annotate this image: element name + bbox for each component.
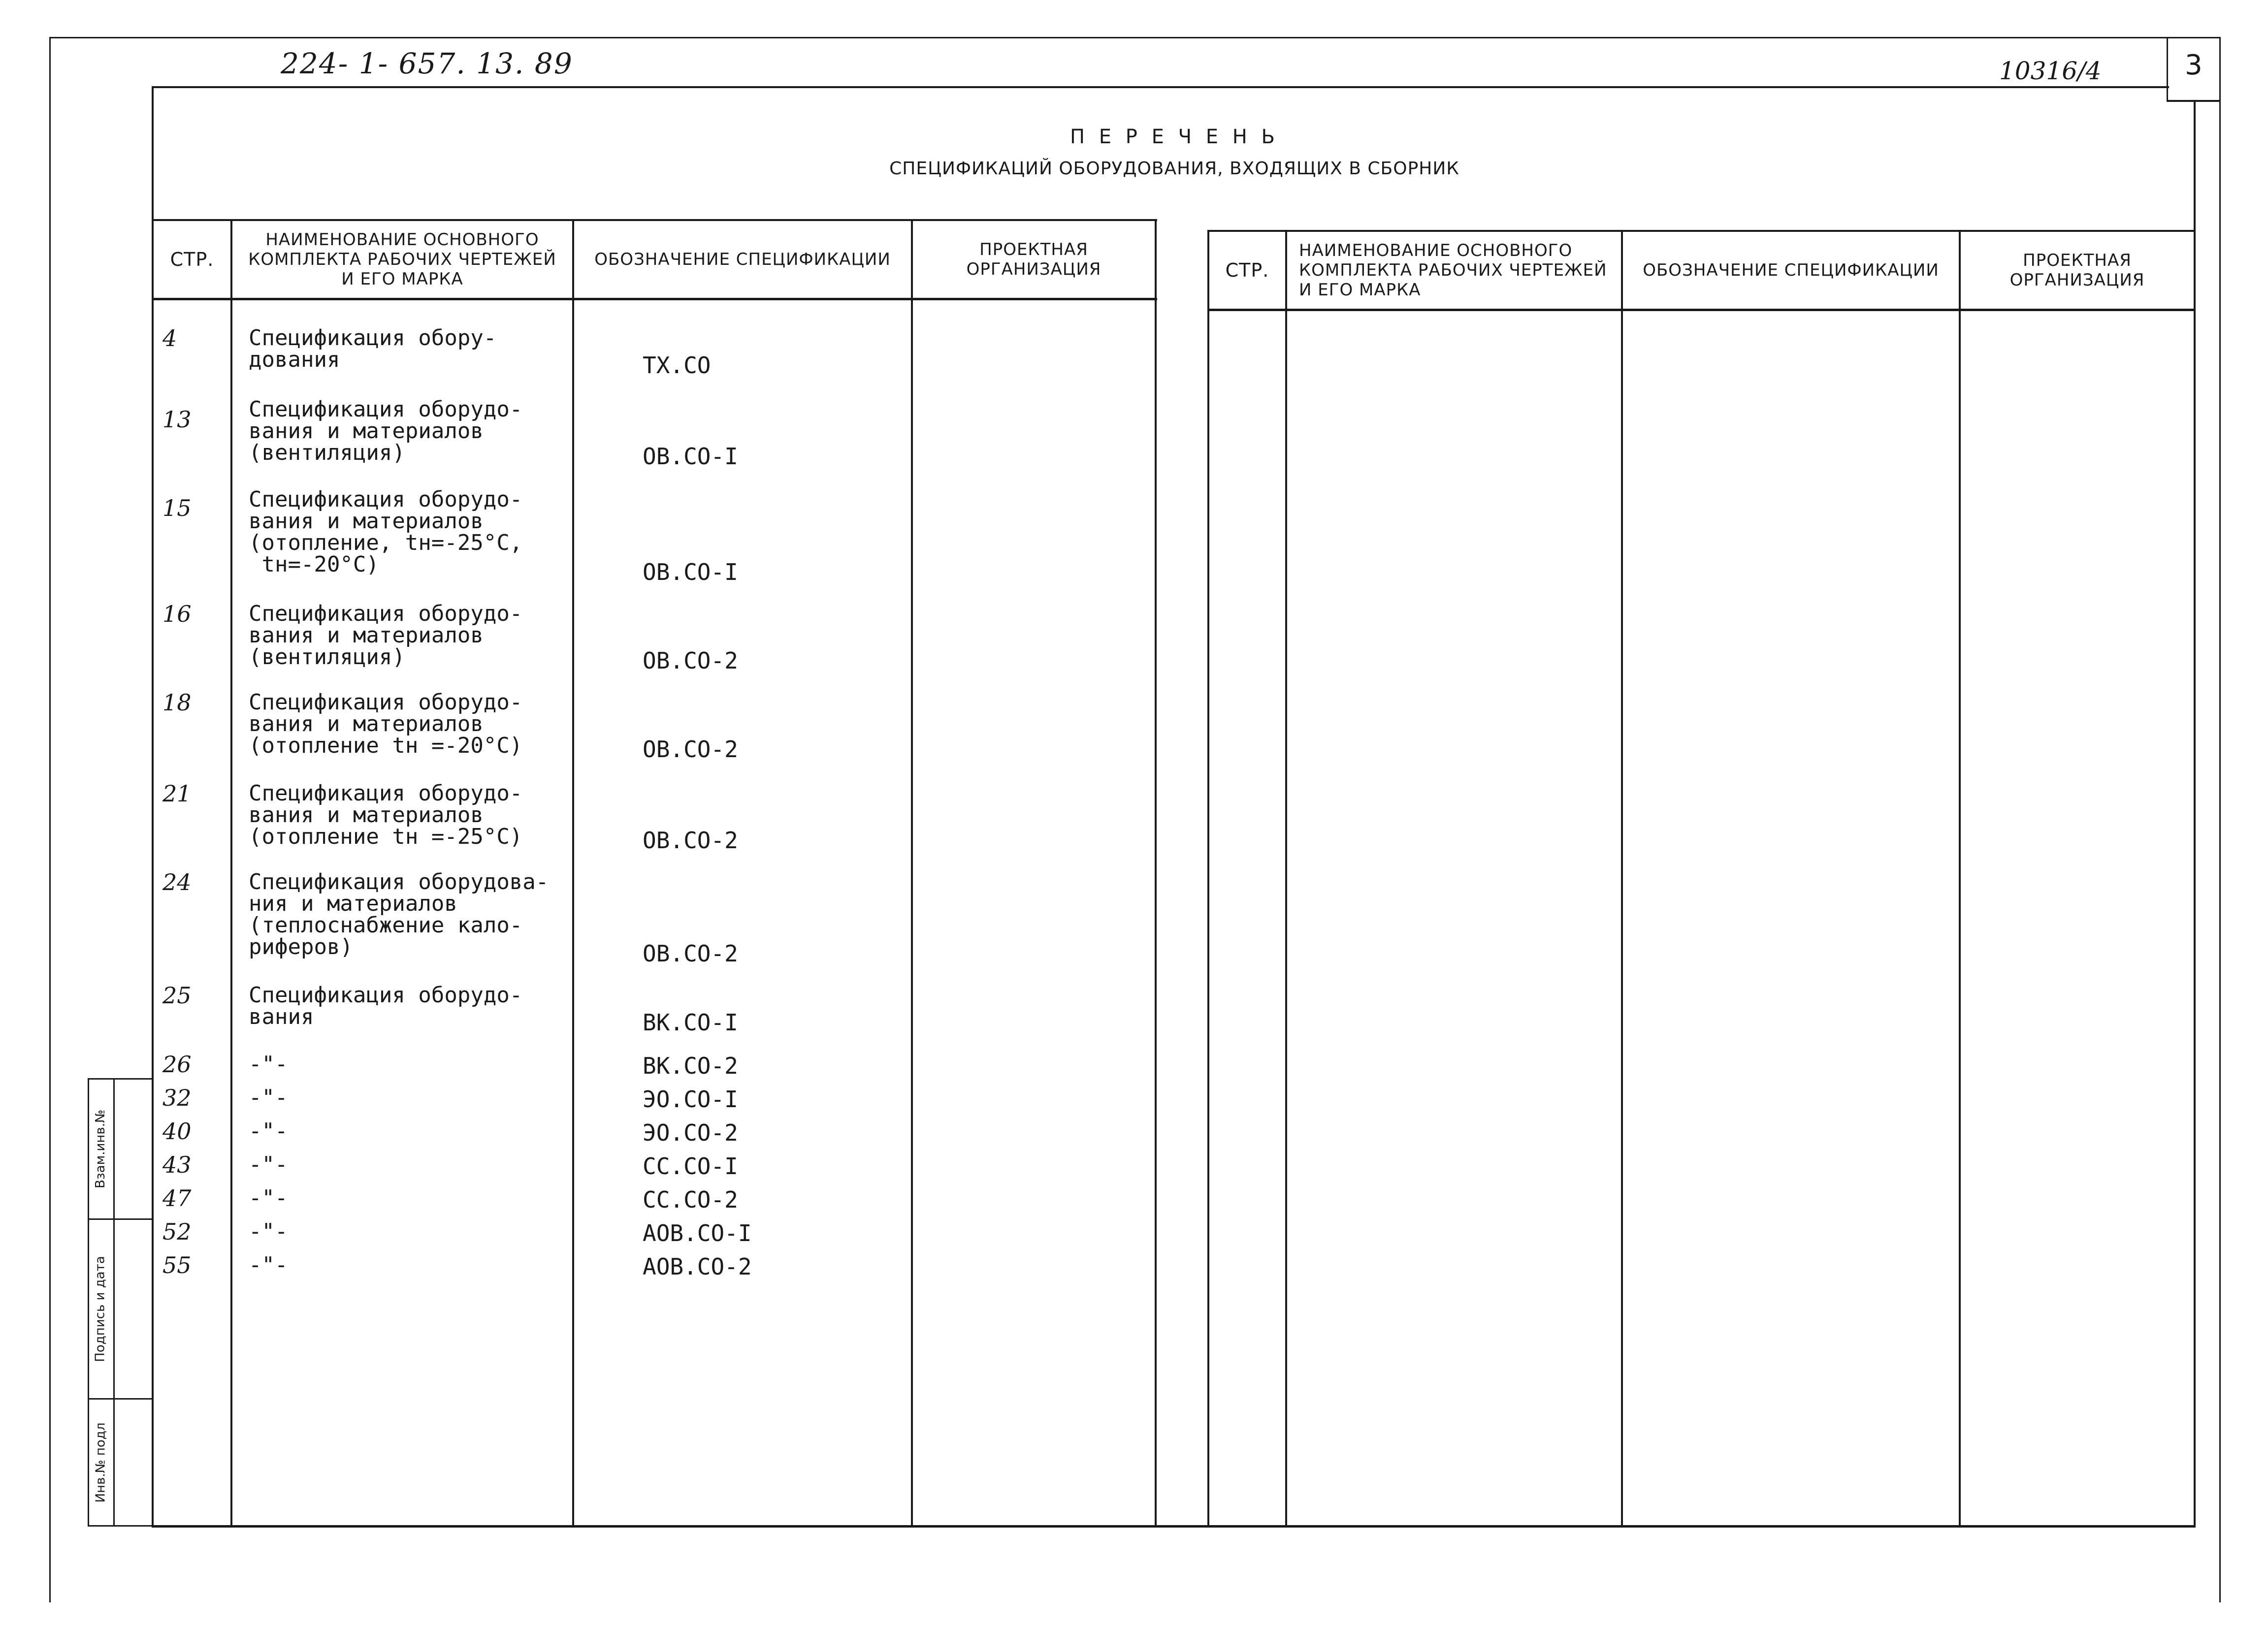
left-col-sep-1 [230,219,232,1526]
page-subtitle: СПЕЦИФИКАЦИЙ ОБОРУДОВАНИЯ, ВХОДЯЩИХ В СБОРНИК [889,159,1459,179]
left-table-head-bottom [153,298,1157,300]
row-10-code: ЭО.СО-2 [643,1119,738,1146]
row-8-code: ВК.СО-2 [643,1053,738,1079]
row-4-name: Спецификация оборудо- вания и материалов (отопление tн =-20°С) [249,690,523,758]
row-7-code: ВК.СО-I [643,1009,738,1036]
row-3-page: 16 [162,601,192,627]
stamp-bottom [88,1525,153,1527]
main-left [152,86,154,1528]
sheet-box-left [2167,37,2168,101]
right-table-head-bottom [1209,309,2195,311]
right-col-sep-3 [1959,230,1961,1526]
row-14-page: 55 [162,1252,192,1278]
row-12-page: 47 [162,1185,192,1212]
right-col-sep-1 [1285,230,1287,1526]
right-colhead-code: ОБОЗНАЧЕНИЕ СПЕЦИФИКАЦИИ [1643,260,1939,280]
row-1-page: 13 [162,406,192,433]
row-3-name: Спецификация оборудо- вания и материалов (вентиляция) [249,601,523,670]
row-1-name: Спецификация оборудо- вания и материалов (вентиляция) [249,397,523,465]
stamp-inv-replace: Взам.инв.№ [93,1110,108,1188]
right-col-sep-2 [1621,230,1623,1526]
row-7-page: 25 [162,982,192,1009]
row-11-page: 43 [162,1151,192,1178]
row-13-page: 52 [162,1218,192,1245]
sheet-number: 3 [2185,49,2203,81]
left-colhead-code: ОБОЗНАЧЕНИЕ СПЕЦИФИКАЦИИ [594,250,891,269]
main-bottom [152,1525,2196,1528]
left-col-sep-4 [1155,219,1157,1526]
row-4-page: 18 [162,689,192,716]
inv-code: 10316/4 [1999,57,2102,85]
row-14-name: -"- [249,1252,288,1277]
row-8-name: -"- [249,1052,288,1077]
left-colhead-org: ПРОЕКТНАЯ ОРГАНИЗАЦИЯ [966,240,1102,279]
row-3-code: ОВ.СО-2 [643,647,738,674]
frame-right [2219,37,2221,1602]
row-8-page: 26 [162,1051,192,1078]
right-colhead-org: ПРОЕКТНАЯ ОРГАНИЗАЦИЯ [2009,251,2145,290]
row-2-code: ОВ.СО-I [643,559,738,585]
page-title: П Е Р Е Ч Е Н Ь [1070,126,1279,148]
row-6-page: 24 [162,869,192,895]
stamp-signature-date: Подпись и дата [93,1256,108,1362]
row-1-code: ОВ.СО-I [643,443,738,470]
row-4-code: ОВ.СО-2 [643,736,738,763]
row-10-name: -"- [249,1118,288,1144]
row-14-code: АОВ.СО-2 [643,1253,752,1280]
left-colhead-name: НАИМЕНОВАНИЕ ОСНОВНОГО КОМПЛЕКТА РАБОЧИХ ЧЕРТЕЖЕЙ И ЕГО МАРКА [248,230,556,289]
row-5-code: ОВ.СО-2 [643,827,738,854]
row-10-page: 40 [162,1118,192,1145]
row-5-page: 21 [162,780,192,807]
row-11-code: СС.СО-I [643,1153,738,1180]
row-0-name: Спецификация обору- дования [249,325,497,372]
row-0-page: 4 [162,325,177,351]
right-colhead-page: СТР. [1225,259,1269,281]
row-12-code: СС.СО-2 [643,1186,738,1213]
row-7-name: Спецификация оборудо- вания [249,983,523,1029]
stamp-mid [113,1078,115,1526]
row-2-name: Спецификация оборудо- вания и материалов (отопление, tн=-25°С, tн=-20°С) [249,487,523,577]
row-13-name: -"- [249,1219,288,1244]
main-top [153,86,2169,88]
frame-left [49,37,51,1602]
frame-top [49,37,2221,38]
row-9-code: ЭО.СО-I [643,1086,738,1113]
row-11-name: -"- [249,1152,288,1177]
right-colhead-name: НАИМЕНОВАНИЕ ОСНОВНОГО КОМПЛЕКТА РАБОЧИХ ЧЕРТЕЖЕЙ И ЕГО МАРКА [1299,241,1607,300]
main-right [2194,100,2196,1528]
left-col-sep-3 [911,219,913,1526]
row-12-name: -"- [249,1185,288,1211]
row-9-name: -"- [249,1085,288,1110]
row-9-page: 32 [162,1085,192,1111]
row-2-page: 15 [162,495,192,521]
right-col-sep-0 [1207,230,1209,1526]
row-13-code: АОВ.СО-I [643,1220,752,1246]
row-6-code: ОВ.СО-2 [643,940,738,967]
doc-code: 224- 1- 657. 13. 89 [281,47,573,80]
row-6-name: Спецификация оборудова- ния и материалов (теплоснабжение кало- риферов) [249,869,549,959]
left-colhead-page: СТР. [170,249,214,270]
row-5-name: Спецификация оборудо- вания и материалов (отопление tн =-25°С) [249,781,523,849]
row-0-code: ТХ.СО [643,352,711,379]
stamp-inv-original: Инв.№ подл [93,1422,108,1502]
